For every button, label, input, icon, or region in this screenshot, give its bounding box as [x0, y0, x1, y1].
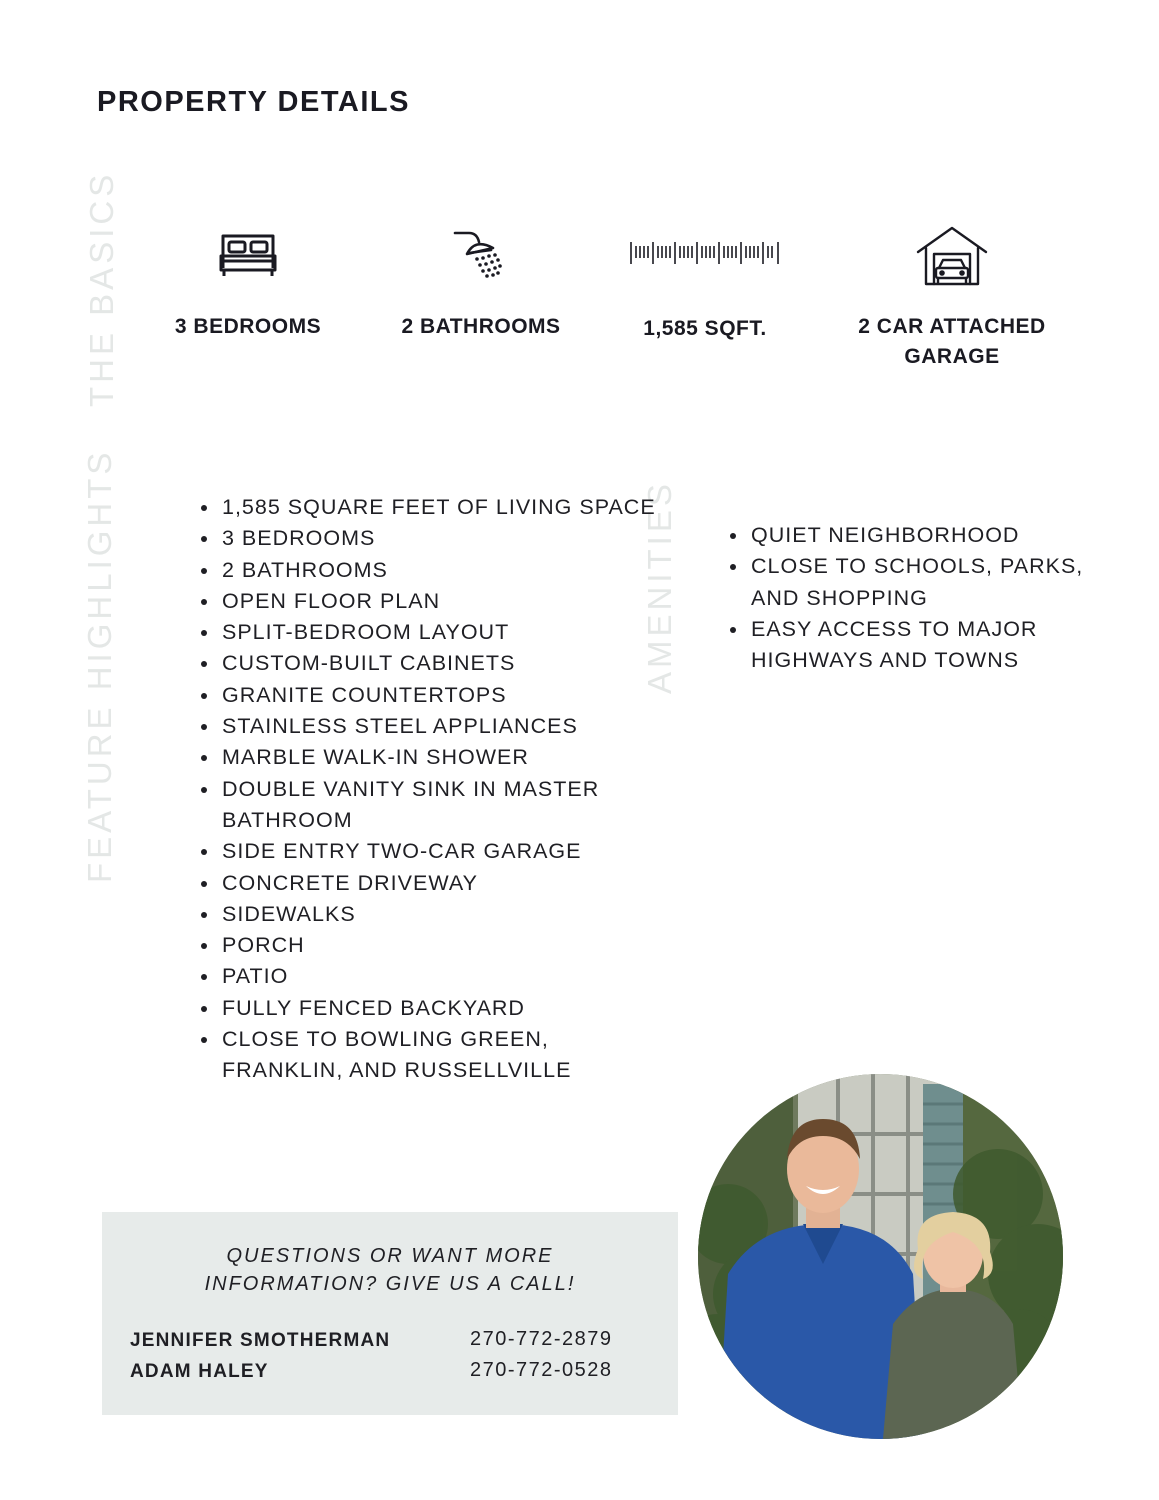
basic-garage: [832, 224, 1072, 372]
list-item: • PATIO: [220, 961, 660, 992]
list-item: • CLOSE TO SCHOOLS, PARKS, AND SHOPPING: [749, 551, 1134, 614]
basic-garage-label-line1: 2 CAR ATTACHED: [858, 315, 1046, 338]
feature-highlights-list: [192, 492, 660, 1087]
basic-bedrooms-label: 3 BEDROOMS: [174, 315, 322, 338]
contact-heading-line1: QUESTIONS OR WANT MORE: [226, 1245, 554, 1267]
list-item: • 2 BATHROOMS: [220, 555, 660, 586]
contact-heading-line2: INFORMATION? GIVE US A CALL!: [204, 1273, 576, 1295]
basic-sqft: [610, 238, 800, 344]
basic-bedrooms: [158, 228, 338, 342]
basic-bathrooms-label: 2 BATHROOMS: [401, 315, 561, 338]
list-item: • SIDE ENTRY TWO-CAR GARAGE: [220, 836, 660, 867]
contact-row: [130, 1361, 650, 1391]
agent-name: JENNIFER SMOTHERMAN: [130, 1330, 391, 1351]
agent-phone[interactable]: 270-772-0528: [470, 1359, 613, 1381]
list-item: • SIDEWALKS: [220, 899, 660, 930]
list-item: • QUIET NEIGHBORHOOD: [749, 520, 1134, 551]
list-item: • CONCRETE DRIVEWAY: [220, 868, 660, 899]
list-item: • DOUBLE VANITY SINK IN MASTER BATHROOM: [220, 774, 660, 837]
list-item: • STAINLESS STEEL APPLIANCES: [220, 711, 660, 742]
basic-bathrooms: [388, 228, 574, 342]
list-item: • 1,585 SQUARE FEET OF LIVING SPACE: [220, 492, 660, 523]
list-item: • OPEN FLOOR PLAN: [220, 586, 660, 617]
basic-garage-label-line2: GARAGE: [904, 345, 1000, 368]
contact-heading: [102, 1242, 678, 1298]
section-label-amenities: AMENITIES: [641, 480, 678, 694]
list-item: • 3 BEDROOMS: [220, 523, 660, 554]
agent-name: ADAM HALEY: [130, 1361, 269, 1382]
basic-sqft-label: 1,585 SQFT.: [643, 317, 767, 340]
bed-icon: [217, 228, 279, 280]
agent-photo: [698, 1074, 1063, 1439]
list-item: • CUSTOM-BUILT CABINETS: [220, 648, 660, 679]
page-title: PROPERTY DETAILS: [97, 86, 410, 118]
agent-phone[interactable]: 270-772-2879: [470, 1328, 613, 1350]
list-item: • GRANITE COUNTERTOPS: [220, 680, 660, 711]
agent-photo-illustration: [698, 1074, 1063, 1439]
section-label-feature-highlights: FEATURE HIGHLIGHTS: [81, 448, 118, 883]
amenities-list: [721, 520, 1134, 676]
list-item: • EASY ACCESS TO MAJOR HIGHWAYS AND TOWNS: [749, 614, 1134, 677]
list-item: • MARBLE WALK-IN SHOWER: [220, 742, 660, 773]
ruler-icon: [629, 238, 781, 268]
shower-icon: [451, 228, 511, 284]
list-item: • FULLY FENCED BACKYARD: [220, 993, 660, 1024]
list-item: • SPLIT-BEDROOM LAYOUT: [220, 617, 660, 648]
list-item: • CLOSE TO BOWLING GREEN, FRANKLIN, AND RUSSELLVILLE: [220, 1024, 660, 1087]
garage-icon: [916, 224, 988, 288]
contact-box: [102, 1212, 678, 1415]
section-label-basics: THE BASICS: [83, 170, 120, 407]
contact-row: [130, 1330, 650, 1360]
list-item: • PORCH: [220, 930, 660, 961]
basic-garage-label: [832, 312, 1072, 372]
